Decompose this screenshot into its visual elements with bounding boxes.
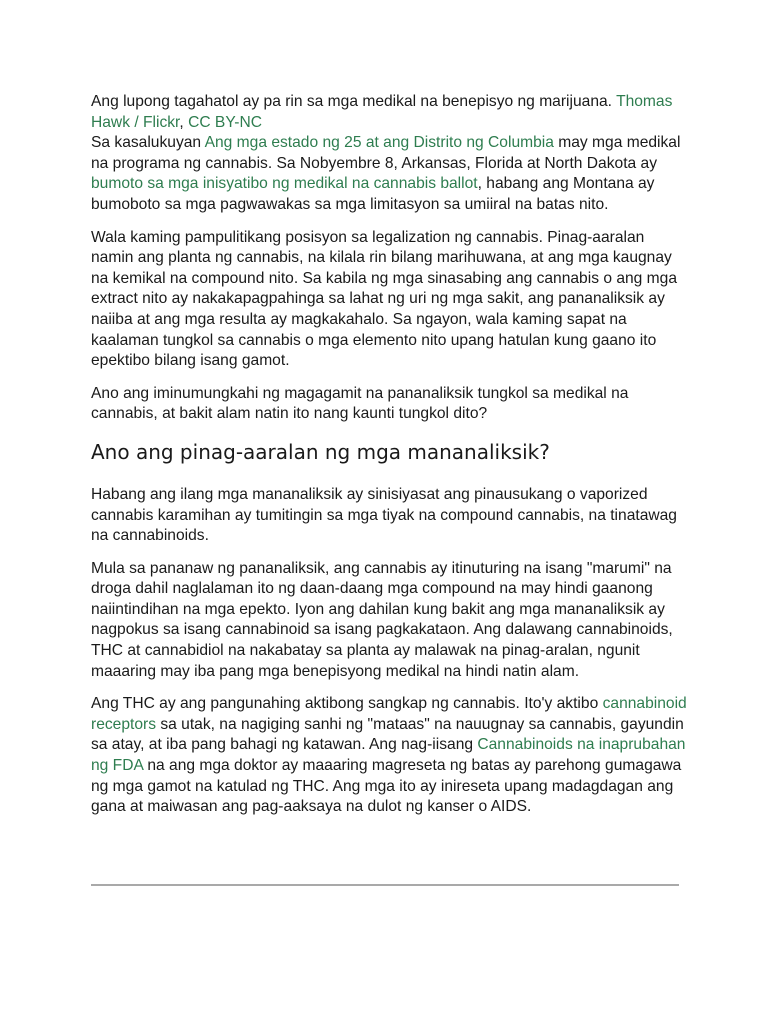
- paragraph-6-text-b: sa utak, na nagiging sanhi ng "mataas" na nauugnay sa cannabis, gayundin sa atay, at iba pang bahagi ng katawan. Ang nag-iisang: [91, 715, 684, 754]
- paragraph-1-text-a: Sa kasalukuyan: [91, 134, 205, 152]
- ballot-link[interactable]: bumoto sa mga inisyatibo ng medikal na cannabis ballot: [91, 175, 478, 193]
- horizontal-divider: [91, 884, 679, 886]
- credit-link[interactable]: Thomas Hawk / Flickr: [91, 93, 673, 131]
- paragraph-3: Ano ang iminumungkahi ng magagamit na pananaliksik tungkol sa medikal na cannabis, at bakit alam natin ito nang kaunti tungkol dito?: [91, 384, 629, 423]
- image-caption: [91, 92, 691, 133]
- caption-text: Ang lupong tagahatol ay pa rin sa mga medikal na benepisyo ng marijuana.: [91, 93, 612, 110]
- paragraph-1: [91, 133, 691, 215]
- cannabinoid-receptors-link[interactable]: cannabinoid receptors: [91, 695, 687, 733]
- paragraph-4: Habang ang ilang mga mananaliksik ay sinisiyasat ang pinausukang o vaporized cannabis karamihan ay tumitingin sa mga tiyak na compound cannabis, na tinatawag na cannabinoids.: [91, 485, 677, 545]
- paragraph-6-text-a: Ang THC ay ang pangunahing aktibong sangkap ng cannabis. Ito'y aktibo: [91, 695, 603, 713]
- license-link[interactable]: CC BY-NC: [188, 113, 263, 131]
- paragraph-2: Wala kaming pampulitikang posisyon sa legalization ng cannabis. Pinag-aaralan namin ang planta ng cannabis, na kilala rin bilang marihuwana, at ang mga kaugnay na kemikal na compound nito. Sa kabila ng mga sinasabing ang cannabis o ang mga extract nito ay nakakapagpahinga sa lahat ng uri ng mga sakit, ang pananaliksik ay naiiba at ang mga resulta ay magkakahalo. Sa ngayon, wala kaming sapat na kaalaman tungkol sa cannabis o mga elemento nito upang hatulan kung gaano ito epektibo bilang isang gamot.: [91, 228, 678, 370]
- paragraph-1-text-c: , habang ang Montana ay bumoboto sa mga pagwawakas sa mga limitasyon sa umiiral na batas nito.: [91, 175, 655, 213]
- paragraph-1-text-b: may mga medikal na programa ng cannabis. Sa Nobyembre 8, Arkansas, Florida at North Dakota ay: [91, 134, 681, 172]
- caption-separator: ,: [179, 113, 184, 131]
- article-body: [91, 92, 691, 830]
- paragraph-5: Mula sa pananaw ng pananaliksik, ang cannabis ay itinuturing na isang "marumi" na droga dahil naglalaman ito ng daan-daang mga compound na may hindi gaanong naiintindihan na mga epekto. Iyon ang dahilan kung bakit ang mga mananaliksik ay nagpokus sa isang cannabinoid sa isang pagkakataon. Ang dalawang cannabinoids, THC at cannabidiol na nakabatay sa planta ay malawak na pinag-aralan, ngunit maaaring may iba pang mga benepisyong medikal na hindi natin alam.: [91, 559, 673, 680]
- paragraph-6: [91, 694, 691, 818]
- states-link[interactable]: Ang mga estado ng 25 at ang Distrito ng Columbia: [204, 134, 554, 152]
- section-heading: Ano ang pinag-aaralan ng mga mananaliksik?: [91, 439, 550, 464]
- fda-cannabinoids-link[interactable]: Cannabinoids na inaprubahan ng FDA: [91, 736, 686, 775]
- paragraph-6-text-c: na ang mga doktor ay maaaring magreseta ng batas ay parehong gumagawa ng mga gamot na katulad ng THC. Ang mga ito ay inireseta upang madagdagan ang gana at maiwasan ang pag-aaksaya na dulot ng kanser o AIDS.: [91, 757, 682, 816]
